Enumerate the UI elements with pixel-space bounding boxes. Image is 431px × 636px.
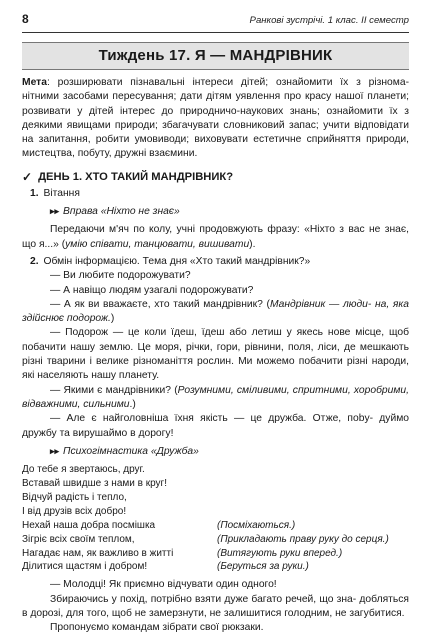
poem-direction: (Прикладають праву руку до серця.) [217,533,389,545]
text-line: — А як ви вважаєте, хто такий мандрівник? ( [50,298,270,310]
page-header [22,12,409,30]
poem-line: До тебе я звертаюсь, друг. [22,464,145,476]
double-arrow-icon: ▸▸ [50,206,60,217]
poem-row [22,505,409,519]
checkmark-icon: ✓ [22,169,33,184]
exercise-title: Психогімнастика «Дружба» [63,445,199,457]
closing-line: Пропонуємо командам зібрати свої рюкзаки. [50,622,264,634]
text-line: Передаючи м'яч по колу, учні продовжують фразу: «Ніхто з вас [50,224,365,236]
text-line: де мешкають різні тварини і велике різноманіття рослин. Ми можемо [22,341,409,368]
poem-row [22,547,409,561]
item-text: Вітання [43,187,80,199]
text-line: ) [110,313,115,325]
text-line: не знає, що я...» ( [22,224,409,250]
text-line: побачити різні народи, які населяють нашу планету. [22,356,409,382]
poem-direction: (Витягують руки вперед.) [217,547,343,559]
item-number: 2. [30,255,39,267]
poem-line: Нехай наша добра посмішка [22,519,156,531]
day-title: ДЕНЬ 1. ХТО ТАКИЙ МАНДРІВНИК? [38,170,234,183]
text-line: .) [129,398,136,410]
text-line: Збираючись у похід, потрібно взяти дуже багато речей, що зна- [50,593,357,605]
poem-direction [217,491,409,505]
dialog-line: — А навіщо людям узагалі подорожувати? [50,284,254,296]
text-line: добляться в дорозі, для того, щоб не замерзнути, не залишитися [22,593,409,619]
text-line: ). [249,238,256,250]
poem-direction [217,477,409,491]
text-line: — Якими є мандрівники? ( [50,384,178,396]
exercise-description [22,223,409,252]
list-item-greeting [22,187,409,201]
italic-text: хоробрими, відважними, сильними [22,384,409,410]
running-title: Ранкові зустрічі. 1 клас. ІІ семестр [249,15,409,26]
header-rule [22,32,409,33]
closing-paragraph [22,593,409,622]
italic-text: на, яка здійснює подорож. [22,298,409,325]
poem-row [22,477,409,491]
text-line: щоб побачити нашу землю. Це моря, річки, гори, рівнини, поля, ліси, [22,327,409,353]
poem-line: Вставай швидше з нами в круг! [22,478,167,490]
goal-paragraph [22,76,409,162]
poem-line: Ділитися щастям і добром! [22,561,148,573]
goal-line: ознайомити їх з деякими явищами природи; збагачувати словниковий [22,105,409,131]
double-arrow-icon: ▸▸ [50,445,60,456]
dialog-line [22,298,409,327]
poem-row [22,560,409,574]
item-text: Обмін інформацією. Тема дня «Хто такий мандрівник?» [43,255,311,267]
poem-row [22,463,409,477]
goal-label: Мета [22,77,47,88]
dialog-line: — Ви любите подорожувати? [50,270,191,282]
qualities-paragraph [22,384,409,413]
text-line: — Подорож — це коли їдеш, їдеш або летиш у якесь нове місце, [50,327,385,339]
goal-line: нітними засобами пересування; дати дітям уявлення про красу нашої [22,91,364,103]
friendship-paragraph [22,412,409,441]
italic-text: Мандрівник — люди- [269,298,372,310]
goal-line: запас; учити відповідати на запитання, робити умовиводи; виховувати [22,119,409,146]
travel-paragraph [22,326,409,383]
poem-line: Зігріє всіх своїм теплом, [22,533,135,545]
poem-line: І від друзів всіх добро! [22,505,127,517]
item-number: 1. [30,187,39,199]
goal-line: : розширювати пізнавальні інтереси дітей; ознайомити їх з різнома- [46,77,409,88]
exercise-title: Вправа «Ніхто не знає» [63,206,180,218]
poem-direction: (Беруться за руки.) [217,561,309,573]
page-number: 8 [22,12,29,26]
closing-line: — Молодці! Як приємно відчувати один одного! [50,579,277,591]
goal-line: планети; розвивати у дітей інтерес до природничо-наукових знань; [22,91,409,117]
list-item-info-exchange [22,255,409,269]
poem [22,463,409,574]
poem-row [22,519,409,533]
text-line: — Але є найголовніша їхня якість — це дружба. Отже, пobу- [50,413,374,425]
day-heading [22,170,409,184]
italic-text: Розумними, сміливими, спритними, [177,384,351,396]
poem-direction [217,505,409,519]
goal-line: естетичне сприйняття природи, мистецтва, побуту, дружні взаємини. [22,134,409,160]
text-line: голодним, не загубитися. [284,607,405,619]
italic-text: умію співати, танцювати, вишивати [65,238,250,250]
poem-direction: (Посміхаються.) [217,519,296,531]
poem-line: Відчуй радість і тепло, [22,491,127,503]
poem-line: Нагадає нам, як важливо в житті [22,547,174,559]
poem-row [22,533,409,547]
exercise-heading [22,444,409,459]
poem-direction [217,463,409,477]
text-line: дуймо дружбу та вирушаймо в дорогу! [22,413,409,439]
poem-row [22,491,409,505]
exercise-heading [22,204,409,219]
week-title: Тиждень 17. Я — МАНДРІВНИК [22,42,409,70]
